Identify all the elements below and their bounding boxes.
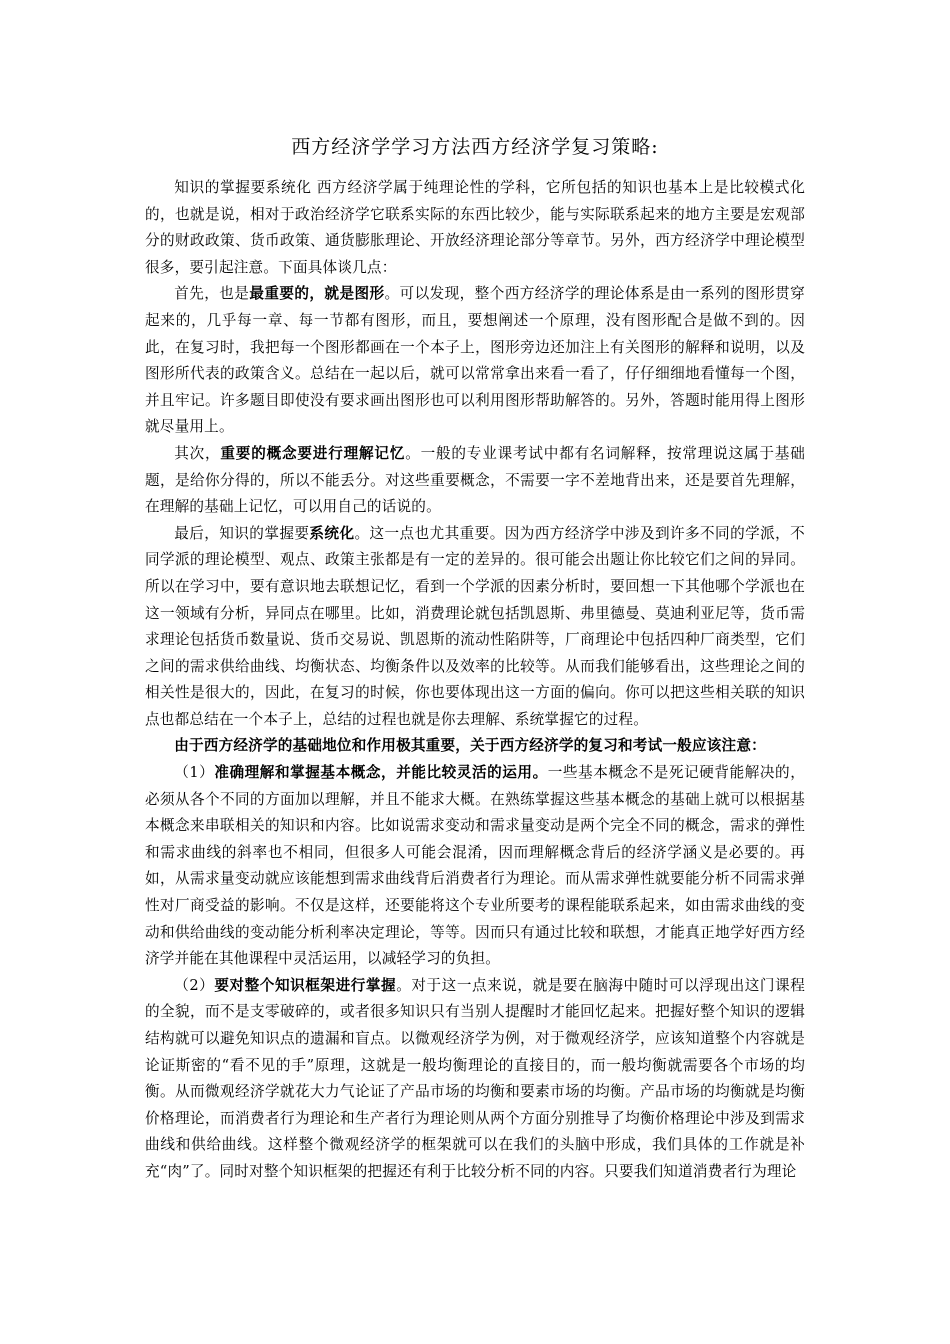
text-segment: 其次， <box>174 444 221 462</box>
bold-text: 由于西方经济学的基础地位和作用极其重要，关于西方经济学的复习和考试一般应该注意： <box>174 737 766 755</box>
text-segment: 。对于这一点来说，就是要在脑海中随时可以浮现出这门课程的全貌，而不是支零破碎的，或者很多知识只有当别人提醒时才能回忆起来。把握好整个知识的逻辑结构就可以避免知识点的遗漏和盲点。以微观经济学为例，对于微观经济学，应该知道整个内容就是论证斯密的“看不见的手”原理，这就是一般均衡理论的直接目的，而一般均衡就需要各个市场的均衡。从而微观经济学就花大力气论证了产品市场的均衡和要素市场的均衡。产品市场的均衡就是均衡价格理论，而消费者行为理论和生产者行为理论则从两个方面分别推导了均衡价格理论中涉及到需求曲线和供给曲线。这样整个微观经济学的框架就可以在我们的头脑中形成，我们具体的工作就是补充“肉”了。同时对整个知识框架的把握还有利于比较分析不同的内容。只要我们知道消费者行为理论 <box>145 976 806 1180</box>
document-page <box>145 133 805 1186</box>
paragraph <box>145 521 805 734</box>
text-segment: 一些基本概念不是死记硬背能解决的，必须从各个不同的方面加以理解，并且不能求大概。在熟练掌握这些基本概念的基础上就可以根据基本概念来串联相关的知识和内容。比如说需求变动和需求量变动是两个完全不同的概念，需求的弹性和需求曲线的斜率也不相同，但很多人可能会混淆，因而理解概念背后的经济学涵义是必要的。再如，从需求量变动就应该能想到需求曲线背后消费者行为理论。而从需求弹性就要能分析不同需求弹性对厂商受益的影响。不仅是这样，还要能将这个专业所要考的课程能联系起来，如由需求曲线的变动和供给曲线的变动能分析利率决定理论，等等。因而只有通过比较和联想，才能真正地学好西方经济学并能在其他课程中灵活运用，以减轻学习的负担。 <box>145 764 805 968</box>
paragraph <box>145 281 805 441</box>
document-title: 西方经济学学习方法西方经济学复习策略: <box>291 136 659 158</box>
bold-text: 最重要的，就是图形 <box>249 285 385 303</box>
text-segment: （1） <box>174 764 215 782</box>
bold-text: 准确理解和掌握基本概念，并能比较灵活的运用。 <box>214 764 548 782</box>
text-segment: 。一般的专业课考试中都有名词解释，按常理说这属于基础题，是给你分得的，所以不能丢分。对这些重要概念，不需要一字不差地背出来，还是要首先理解，在理解的基础上记忆，可以用自己的话说的。 <box>145 444 805 516</box>
paragraph <box>145 733 805 760</box>
paragraph <box>145 760 805 973</box>
bold-text: 要对整个知识框架进行掌握 <box>214 976 397 994</box>
bold-text: 重要的概念要进行理解记忆 <box>220 444 406 462</box>
text-segment: （2） <box>174 976 215 994</box>
paragraph <box>145 973 805 1186</box>
bold-text: 系统化 <box>309 524 355 542</box>
paragraph <box>145 441 805 521</box>
text-segment: 。可以发现，整个西方经济学的理论体系是由一系列的图形贯穿起来的，几乎每一章、每一节都有图形，而且，要想阐述一个原理，没有图形配合是做不到的。因此，在复习时，我把每一个图形都画在一个本子上，图形旁边还加注上有关图形的解释和说明，以及图形所代表的政策含义。总结在一起以后，就可以常常拿出来看一看了，仔仔细细地看懂每一个图，并且牢记。许多题目即使没有要求画出图形也可以利用图形帮助解答的。另外，答题时能用得上图形就尽量用上。 <box>145 285 805 436</box>
text-segment: 知识的掌握要系统化 西方经济学属于纯理论性的学科，它所包括的知识也基本上是比较模式化的，也就是说，相对于政治经济学它联系实际的东西比较少，能与实际联系起来的地方主要是宏观部分的财政政策、货币政策、通货膨胀理论、开放经济理论部分等章节。另外，西方经济学中理论模型很多，要引起注意。下面具体谈几点： <box>145 179 805 276</box>
text-segment: 。这一点也尤其重要。因为西方经济学中涉及到许多不同的学派，不同学派的理论模型、观点、政策主张都是有一定的差异的。很可能会出题让你比较它们之间的异同。所以在学习中，要有意识地去联想记忆，看到一个学派的因素分析时，要回想一下其他哪个学派也在这一领域有分析，异同点在哪里。比如，消费理论就包括凯恩斯、弗里德曼、莫迪利亚尼等，货币需求理论包括货币数量说、货币交易说、凯恩斯的流动性陷阱等，厂商理论中包括四种厂商类型，它们之间的需求供给曲线、均衡状态、均衡条件以及效率的比较等。从而我们能够看出，这些理论之间的相关性是很大的，因此，在复习的时候，你也要体现出这一方面的偏向。你可以把这些相关联的知识点也都总结在一个本子上，总结的过程也就是你去理解、系统掌握它的过程。 <box>145 524 805 728</box>
text-segment: 最后，知识的掌握要 <box>174 524 310 542</box>
text-segment: 首先，也是 <box>174 285 250 303</box>
document-body <box>145 175 805 1186</box>
paragraph <box>145 175 805 281</box>
